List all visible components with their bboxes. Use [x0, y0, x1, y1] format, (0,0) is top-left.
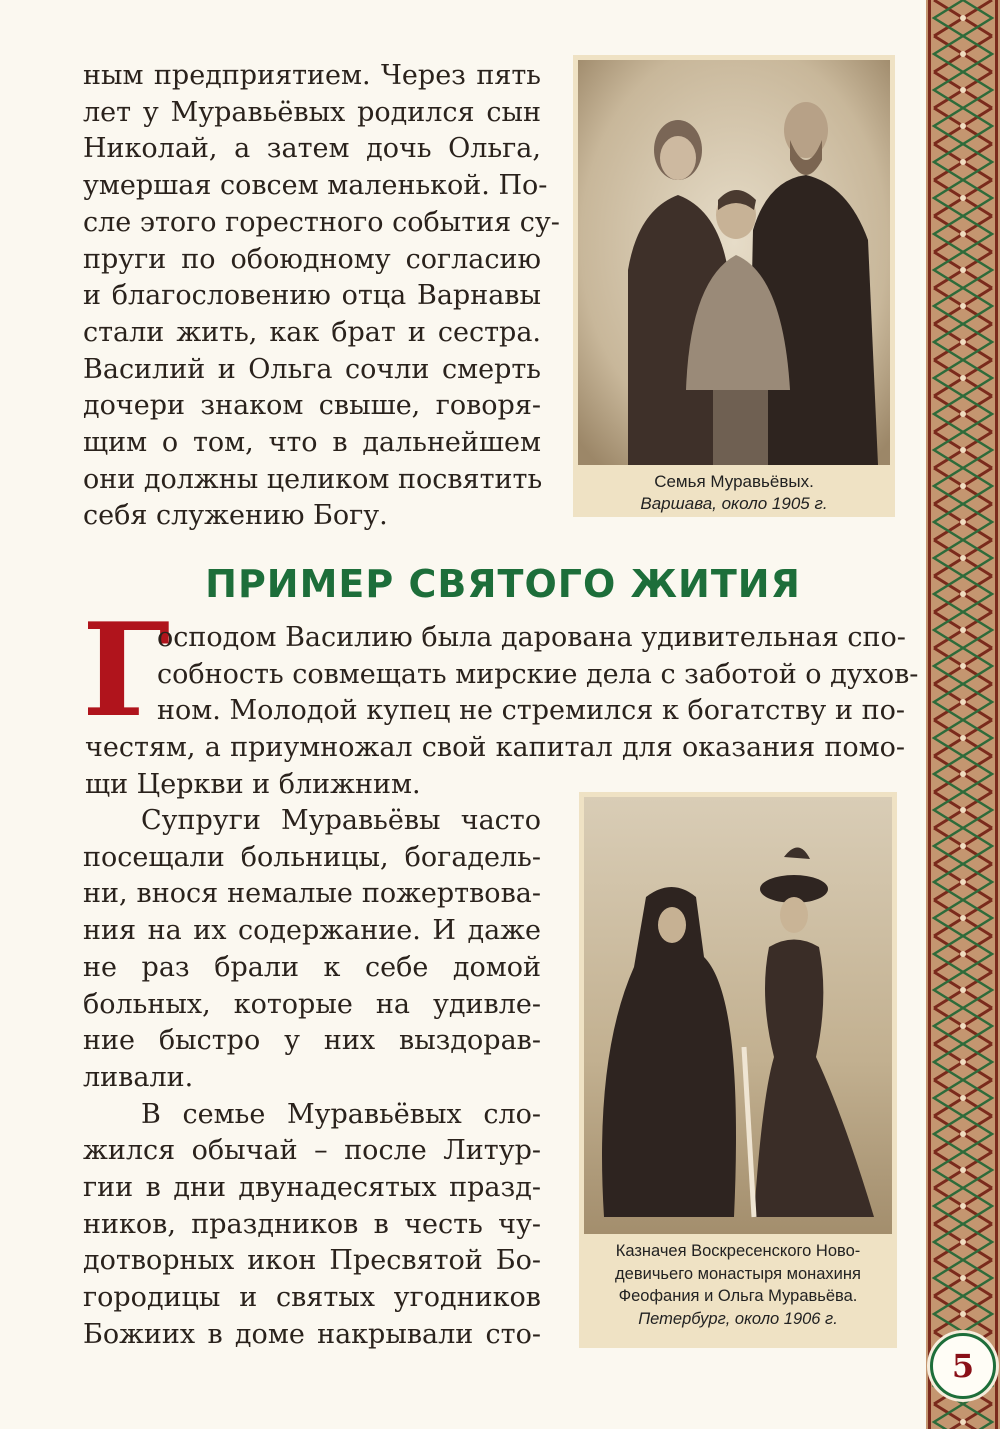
text-line: дочери знаком свыше, говоря-: [83, 390, 541, 422]
text-line: больных, которые на удивле-: [83, 988, 541, 1020]
text-line: ни, внося немалые пожертвова-: [83, 878, 541, 910]
celtic-knot-ornament: [926, 0, 1000, 1429]
text-line: и благословению отца Варнавы: [83, 280, 541, 312]
text-line: не раз брали к себе домой: [83, 951, 541, 983]
text-line: ном. Молодой купец не стремился к богатству и по-: [157, 695, 905, 727]
family-photo-illustration: [578, 60, 890, 465]
text-line: дотворных икон Пресвятой Бо-: [83, 1245, 541, 1277]
family-photo: [578, 60, 890, 465]
text-line: ние быстро у них выздорав-: [83, 1025, 541, 1057]
drop-cap: Г: [82, 596, 171, 746]
caption-line: Феофания и Ольга Муравьёва.: [618, 1287, 858, 1305]
paragraph-3: [83, 803, 541, 1354]
paragraph-2: [85, 620, 919, 804]
nun-photo: [584, 797, 892, 1234]
text-line: ным предприятием. Через пять: [83, 60, 541, 91]
text-line: осподом Василию была дарована удивительная спо-: [157, 622, 906, 653]
family-photo-figure: [573, 55, 895, 517]
text-line: щим о том, что в дальнейшем: [83, 427, 541, 459]
text-line: посещали больницы, богадель-: [83, 841, 541, 873]
ornamental-border: [926, 0, 1000, 1429]
caption-line: Казначея Воскресенского Ново-: [615, 1242, 861, 1260]
caption-line-italic: Петербург, около 1906 г.: [638, 1309, 838, 1328]
text-line: лет у Муравьёвых родился сын: [83, 96, 541, 128]
text-line: Василий и Ольга сочли смерть: [83, 353, 541, 385]
text-line: В семье Муравьёвых сло-: [141, 1098, 541, 1130]
nun-photo-caption: [579, 1236, 897, 1330]
nun-photo-illustration: [584, 797, 892, 1234]
text-line: жился обычай – после Литур-: [83, 1135, 541, 1167]
nun-photo-figure: [579, 792, 897, 1348]
caption-line: Семья Муравьёвых.: [654, 472, 814, 491]
family-photo-caption: [573, 465, 895, 515]
text-line: Николай, а затем дочь Ольга,: [83, 133, 541, 165]
text-line: гии в дни двунадесятых празд-: [83, 1172, 541, 1204]
text-line: собность совмещать мирские дела с заботой о духов-: [157, 658, 919, 690]
text-line: стали жить, как брат и сестра.: [83, 316, 541, 348]
text-line: Супруги Муравьёвы часто: [141, 805, 541, 836]
text-line: себя служению Богу.: [83, 500, 388, 532]
text-line: Божиих в доме накрывали сто-: [83, 1318, 541, 1350]
paragraph-1: [83, 58, 560, 535]
text-line: городицы и святых угодников: [83, 1282, 541, 1314]
text-line: щи Церкви и ближним.: [85, 768, 421, 800]
text-line: умершая совсем маленькой. По-: [83, 170, 548, 202]
text-line: честям, а приумножал свой капитал для оказания помо-: [85, 732, 905, 764]
text-line: ния на их содержание. И даже: [83, 915, 541, 947]
page-number: 5: [930, 1333, 996, 1399]
text-line: пруги по обоюдному согласию: [83, 243, 541, 275]
text-line: они должны целиком посвятить: [83, 463, 543, 495]
section-heading: ПРИМЕР СВЯТОГО ЖИТИЯ: [205, 562, 801, 606]
text-line: сле этого горестного события су-: [83, 206, 560, 238]
text-line: ников, праздников в честь чу-: [83, 1208, 541, 1240]
caption-line-italic: Варшава, около 1905 г.: [640, 494, 828, 513]
text-line: ливали.: [83, 1061, 194, 1093]
caption-line: девичьего монастыря монахиня: [615, 1264, 861, 1283]
